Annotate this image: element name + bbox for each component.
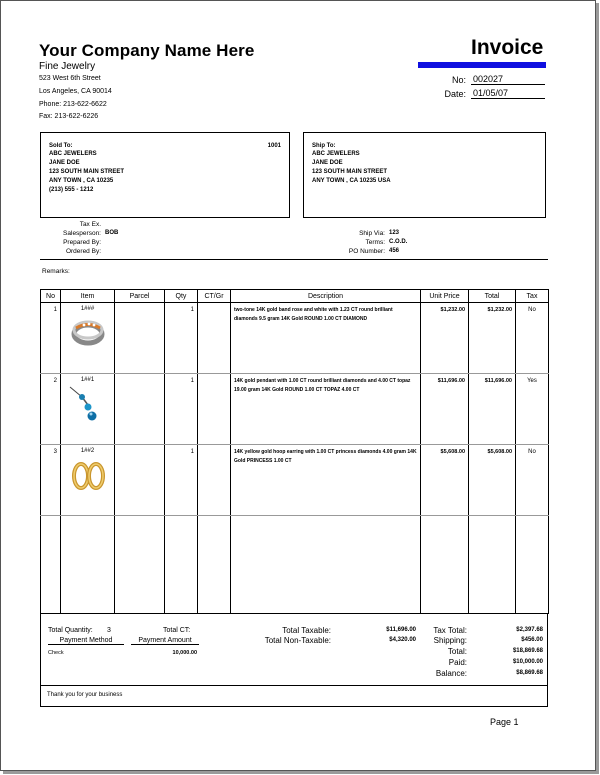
total-taxable-value: $11,696.00: [386, 627, 416, 633]
shipping-value: $456.00: [521, 637, 543, 643]
terms-value: C.O.D.: [389, 239, 408, 245]
table-empty-row: [41, 516, 549, 614]
company-name: Your Company Name Here: [39, 41, 255, 60]
pendant-icon: [68, 383, 108, 423]
sold-to-box: [40, 132, 290, 218]
company-address-line: Los Angeles, CA 90014: [39, 88, 112, 95]
invoice-no-value: 002027: [471, 74, 545, 85]
table-row: [41, 445, 549, 516]
company-subtitle: Fine Jewelry: [39, 61, 96, 72]
item-code: 1##2: [80, 448, 95, 454]
row-item: [61, 445, 115, 516]
row-ctgr: [198, 374, 231, 445]
ship-to-line: JANE DOE: [312, 160, 343, 166]
row-total: $1,232.00: [469, 303, 516, 374]
sold-to-line: 123 SOUTH MAIN STREET: [49, 169, 125, 175]
total-value: $18,869.68: [512, 648, 543, 654]
tax-total-value: $2,397.68: [516, 627, 543, 633]
row-total: $11,696.00: [469, 374, 516, 445]
col-header-unit-price: Unit Price: [421, 290, 469, 303]
ship-to-line: 123 SOUTH MAIN STREET: [312, 169, 388, 175]
ship-to-box: [303, 132, 546, 218]
total-label: Total:: [447, 647, 467, 656]
invoice-date-value: 01/05/07: [471, 88, 545, 99]
salesperson-label: Salesperson:: [63, 230, 101, 237]
paid-value: $10,000.00: [512, 659, 543, 665]
company-address-line: 523 West 6th Street: [39, 75, 101, 82]
remarks-label: Remarks:: [42, 268, 70, 275]
row-parcel: [115, 445, 165, 516]
balance-label: Balance:: [435, 669, 467, 678]
ship-via-label: Ship Via:: [359, 230, 385, 237]
sold-to-label: Sold To:: [49, 143, 73, 149]
table-header-row: [41, 290, 549, 303]
items-table: [40, 289, 549, 614]
invoice-title: Invoice: [471, 36, 544, 59]
row-qty: 1: [165, 374, 198, 445]
table-row: [41, 303, 549, 374]
col-header-total: Total: [469, 290, 516, 303]
tax-ex-label: Tax Ex.: [79, 221, 101, 228]
col-header-tax: Tax: [516, 290, 549, 303]
prepared-by-label: Prepared By:: [63, 239, 101, 246]
col-header-ctgr: CT/Gr: [198, 290, 231, 303]
sold-to-account: 1001: [267, 143, 281, 149]
shipping-label: Shipping:: [433, 636, 467, 645]
total-ct-label: Total CT:: [163, 627, 191, 634]
po-number-value: 456: [389, 248, 400, 254]
row-parcel: [115, 303, 165, 374]
total-taxable-label: Total Taxable:: [282, 626, 331, 635]
col-header-description: Description: [231, 290, 421, 303]
col-header-no: No: [41, 290, 61, 303]
po-number-label: PO Number:: [348, 248, 385, 255]
payment-amount-value: 10,000.00: [172, 650, 197, 656]
terms-label: Terms:: [365, 239, 385, 246]
row-total: $5,608.00: [469, 445, 516, 516]
table-row: [41, 374, 549, 445]
row-description: 14K gold pendant with 1.00 CT round brilliant diamonds and 4.00 CT topaz 19.00 gram 14K Gold ROUND 1.00 CT TOPAZ 4.00 CT: [231, 374, 421, 445]
sold-to-line: (213) 555 - 1212: [49, 187, 94, 193]
row-no: 1: [41, 303, 61, 374]
balance-value: $8,869.68: [516, 670, 543, 676]
payment-method-value: Check: [48, 650, 64, 656]
ship-to-line: ANY TOWN , CA 10235 USA: [312, 178, 391, 184]
row-item: [61, 303, 115, 374]
payment-method-header: Payment Method: [48, 637, 124, 645]
sold-to-line: JANE DOE: [49, 160, 80, 166]
row-parcel: [115, 374, 165, 445]
row-tax: No: [516, 303, 549, 374]
company-fax: Fax: 213-622-6226: [39, 113, 99, 120]
total-non-taxable-value: $4,320.00: [389, 637, 416, 643]
ship-via-value: 123: [389, 230, 400, 236]
invoice-no-label: No:: [451, 75, 466, 85]
row-tax: Yes: [516, 374, 549, 445]
col-header-qty: Qty: [165, 290, 198, 303]
sold-to-line: ABC JEWELERS: [49, 151, 97, 157]
ring-icon: [68, 312, 108, 352]
col-header-parcel: Parcel: [115, 290, 165, 303]
page-number: Page 1: [490, 717, 519, 727]
company-phone: Phone: 213-622-6622: [39, 101, 107, 108]
total-non-taxable-label: Total Non-Taxable:: [264, 636, 331, 645]
invoice-date-label: Date:: [444, 89, 466, 99]
row-item: [61, 374, 115, 445]
total-quantity-label: Total Quantity:: [48, 627, 93, 634]
row-qty: 1: [165, 303, 198, 374]
ordered-by-label: Ordered By:: [65, 248, 101, 255]
title-accent-bar: [418, 62, 546, 68]
row-unit-price: $1,232.00: [421, 303, 469, 374]
item-code: 1##1: [80, 377, 95, 383]
row-qty: 1: [165, 445, 198, 516]
sold-to-line: ANY TOWN , CA 10235: [49, 178, 114, 184]
row-ctgr: [198, 303, 231, 374]
header-divider: [40, 259, 548, 260]
row-unit-price: $5,608.00: [421, 445, 469, 516]
row-ctgr: [198, 445, 231, 516]
earrings-icon: [68, 454, 108, 494]
salesperson-value: BOB: [105, 230, 119, 236]
payment-amount-header: Payment Amount: [131, 637, 199, 645]
row-unit-price: $11,696.00: [421, 374, 469, 445]
ship-to-label: Ship To:: [312, 143, 336, 149]
ship-to-line: ABC JEWELERS: [312, 151, 360, 157]
row-tax: No: [516, 445, 549, 516]
summary-divider: [40, 685, 548, 686]
paid-label: Paid:: [448, 658, 467, 667]
total-quantity-value: 3: [107, 627, 111, 634]
tax-total-label: Tax Total:: [433, 626, 467, 635]
row-no: 3: [41, 445, 61, 516]
row-description: 14K yellow gold hoop earring with 1.00 CT princess diamonds 4.00 gram 14K Gold PRINCESS 1.00 CT: [231, 445, 421, 516]
row-no: 2: [41, 374, 61, 445]
row-description: two-tone 14K gold band rose and white with 1.23 CT round brilliant diamonds 9.5 gram 14K Gold ROUND 1.00 CT DIAMOND: [231, 303, 421, 374]
item-code: 1###: [80, 306, 95, 312]
col-header-item: Item: [61, 290, 115, 303]
thank-you-note: Thank you for your business: [47, 692, 123, 698]
